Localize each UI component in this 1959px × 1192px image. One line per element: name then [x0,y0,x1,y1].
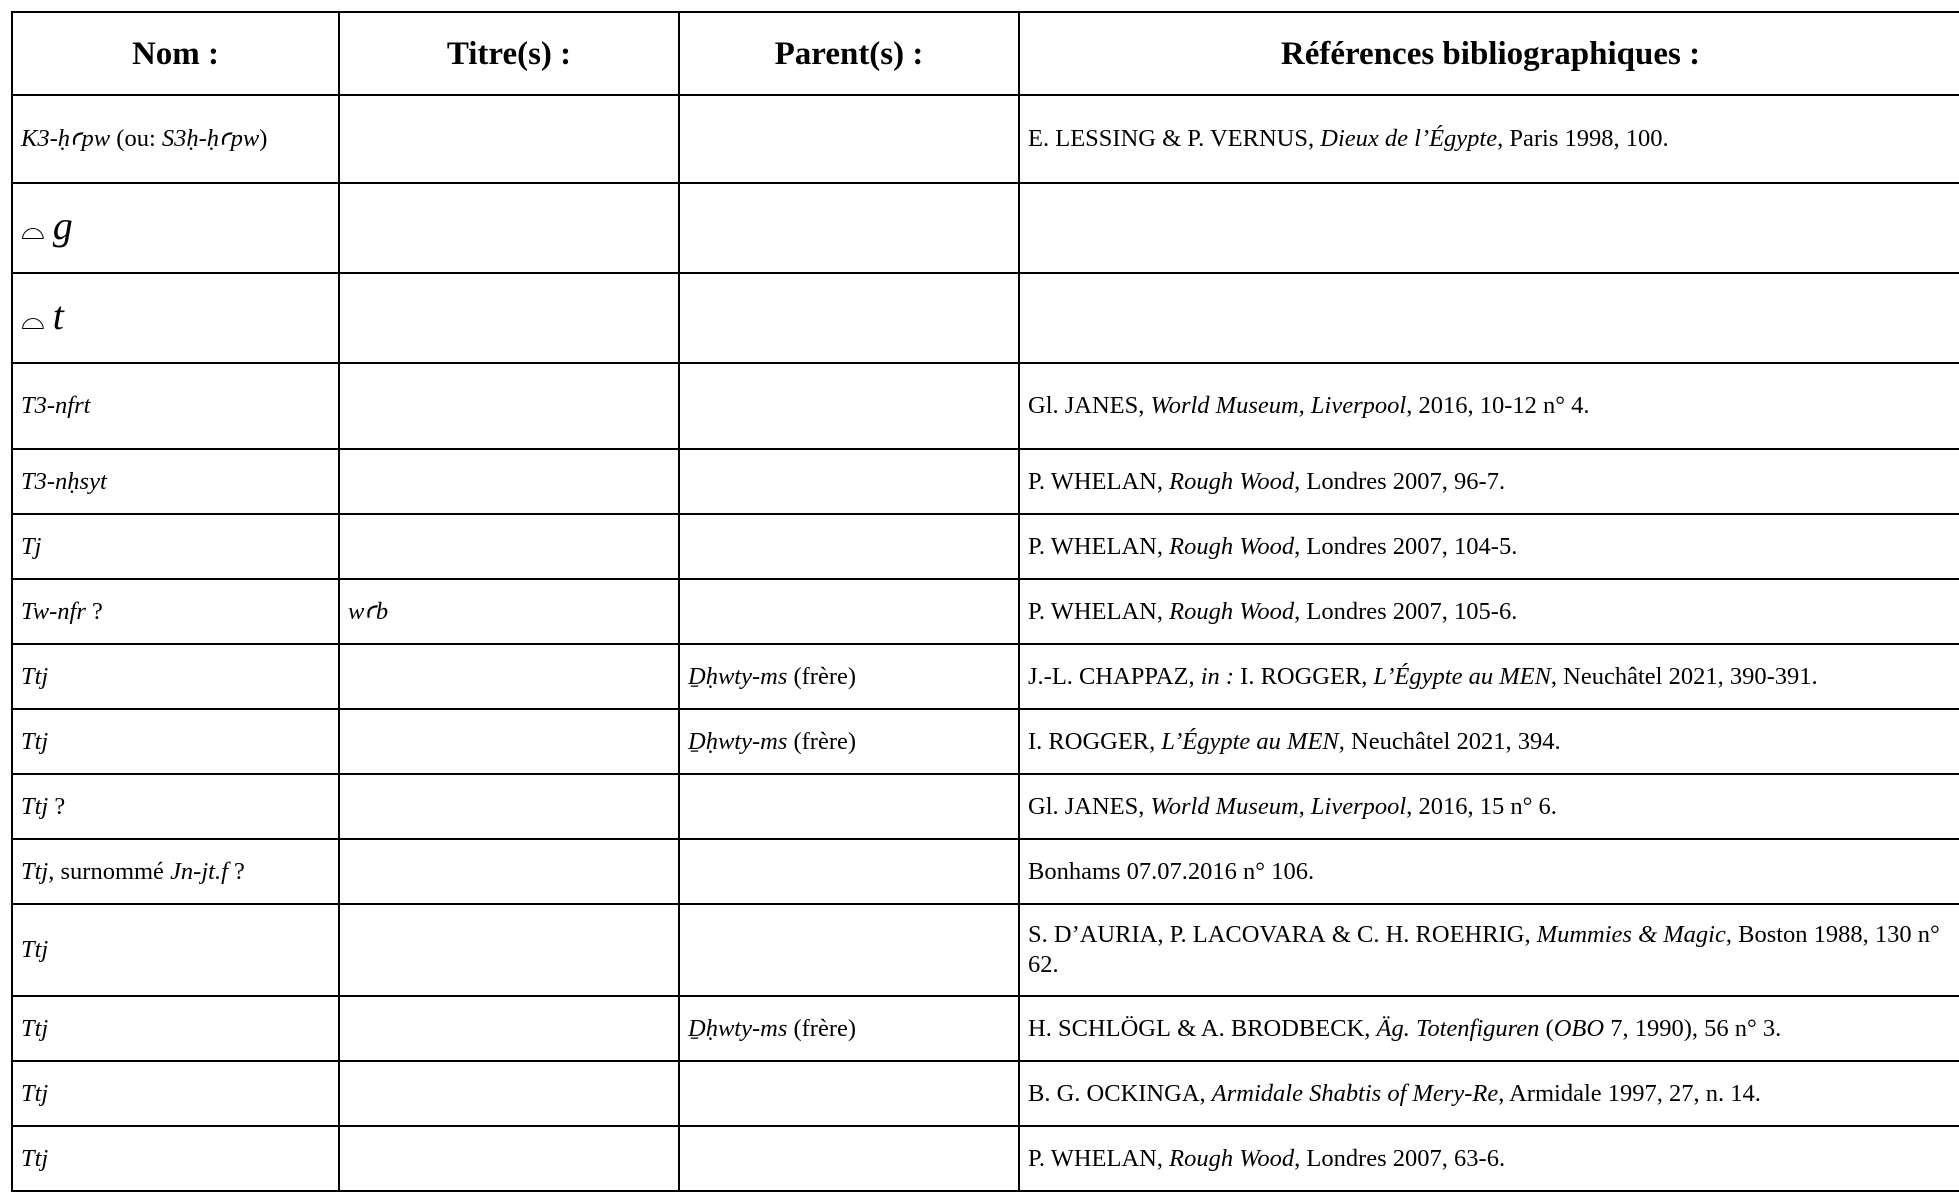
text-run: (ou: [110,125,162,152]
header-references: Références bibliographiques : [1019,12,1959,95]
text-run: HELAN [1073,467,1157,495]
cell-parents [679,449,1019,514]
header-parents: Parent(s) : [679,12,1019,95]
table-row [12,95,1959,183]
text-run: P. W [1028,532,1074,560]
cell-titres [339,95,679,183]
table-row [12,273,1959,363]
cell-titres [339,363,679,449]
text-run: , Neuchâtel 2021, 390-391. [1550,662,1818,690]
cell-nom [12,709,339,774]
text-run: Dieux de l’Égypte [1320,125,1498,152]
cell-references [1019,996,1959,1061]
cell-titres [339,514,679,579]
cell-references [1019,839,1959,904]
cell-nom [12,579,339,644]
text-run: , surnommé [48,857,171,885]
text-run: , 2016, 15 n° 6. [1406,792,1557,820]
text-run: H. S [1028,1014,1072,1042]
text-run: , [1361,662,1374,690]
header-nom: Nom : [12,12,339,95]
text-run: , [1149,727,1162,755]
cell-nom [12,363,339,449]
table-row [12,514,1959,579]
text-run: & C. H. R [1325,921,1432,948]
text-run: Ttj [21,857,49,885]
cell-references [1019,514,1959,579]
text-run: P. W [1028,597,1074,625]
cell-references [1019,1126,1959,1191]
header-titres: Titre(s) : [339,12,679,95]
text-run: T3-nḥsyt [21,467,107,495]
sign-v31-basket-with-handle-icon: ⌓ [21,212,45,246]
text-run: , Londres 2007, 96-7. [1294,467,1506,495]
catalogue-table-wrapper [11,11,1959,1192]
text-run: , Neuchâtel 2021, 394. [1338,727,1561,755]
text-run: Armidale Shabtis of Mery-Re [1211,1079,1499,1107]
text-run: ? [227,857,245,885]
text-run: ERNUS [1227,125,1308,152]
table-row [12,363,1959,449]
text-run: (frère) [787,1014,857,1042]
text-run: , 2016, 10-12 n° 4. [1406,392,1590,419]
cell-titres [339,273,679,363]
cell-nom [12,273,339,363]
text-run: in : [1200,662,1235,690]
text-run: , Armidale 1997, 27, n. 14. [1498,1079,1761,1107]
text-run: ( [1539,1014,1554,1042]
cell-parents [679,1126,1019,1191]
table-row [12,644,1959,709]
text-run: HAPPAZ [1095,662,1189,690]
text-run: , Londres 2007, 105-6. [1294,597,1518,625]
text-run: Ttj [21,662,49,690]
text-run: HELAN [1073,532,1157,560]
cell-references [1019,579,1959,644]
text-run: World Museum, Liverpool [1150,392,1407,419]
cell-titres [339,996,679,1061]
text-run: Ttj [21,936,49,963]
text-run: P. W [1028,1144,1074,1172]
text-run: , [1156,1144,1170,1172]
cell-nom [12,1126,339,1191]
cell-nom [12,774,339,839]
text-run: , [1524,921,1537,948]
table-row [12,839,1959,904]
cell-parents [679,273,1019,363]
text-run: Mummies & Magic [1536,921,1726,948]
text-run: OEHRIG [1431,921,1525,948]
text-run: OGGER [1276,662,1362,690]
text-run: K3-ḥꜥpw [21,125,111,152]
text-run: CKINGA [1104,1079,1200,1107]
text-run: , Londres 2007, 63-6. [1294,1144,1506,1172]
cell-titres [339,579,679,644]
cell-parents [679,839,1019,904]
cell-titres [339,644,679,709]
text-run: Rough Wood [1169,532,1295,560]
cell-references [1019,183,1959,273]
cell-titres [339,904,679,996]
text-run: Gl. J [1028,392,1075,419]
cell-parents [679,774,1019,839]
text-run: OGGER [1064,727,1150,755]
table-row [12,1061,1959,1126]
cell-nom [12,839,339,904]
cell-references [1019,273,1959,363]
text-run: J.-L. C [1028,662,1096,690]
text-run: World Museum, Liverpool [1150,792,1407,820]
text-run: Rough Wood [1169,467,1295,495]
cell-titres [339,1061,679,1126]
text-run: HELAN [1073,1144,1157,1172]
text-run: Ḏḥwty-ms [688,727,788,755]
text-run: T3-nfrt [21,392,91,419]
text-run: (frère) [787,662,857,690]
cell-parents [679,579,1019,644]
cell-parents [679,183,1019,273]
cell-titres [339,774,679,839]
table-row [12,996,1959,1061]
cell-nom [12,183,339,273]
cell-references [1019,363,1959,449]
table-row [12,449,1959,514]
cell-references [1019,1061,1959,1126]
text-run: Bonhams 07.07.2016 n° 106. [1028,857,1315,885]
text-run: ACOVARA [1207,921,1326,948]
cell-nom [12,996,339,1061]
text-run: S3ḥ-ḥꜥpw [161,125,260,152]
table-row [12,1126,1959,1191]
table-row [12,183,1959,273]
cell-nom [12,95,339,183]
text-run: Gl. J [1028,792,1075,820]
text-run: , P. L [1157,921,1208,948]
text-run: Tw-nfr [21,597,86,625]
cell-references [1019,95,1959,183]
table-body [12,95,1959,1191]
cell-parents [679,709,1019,774]
text-run: , [1156,532,1170,560]
text-run: Äg. Totenfiguren [1376,1014,1540,1042]
sign-x1-bread-loaf-icon: ⌓ [21,302,45,336]
table-row [12,904,1959,996]
cell-titres [339,709,679,774]
text-run: Ḏḥwty-ms [688,662,788,690]
text-run: , [1138,792,1151,820]
cell-parents [679,1061,1019,1126]
text-run: RODBECK [1247,1014,1365,1042]
text-run: L’Égypte au MEN [1161,727,1339,755]
text-run: Ḏḥwty-ms [688,1014,788,1042]
text-run: wꜥb [348,597,389,625]
text-run: ? [85,597,103,625]
text-run: Tj [21,532,42,560]
text-run: , [1199,1079,1212,1107]
text-run: ANES [1074,792,1139,820]
text-run: , [1308,125,1321,152]
text-run: , Boston 1988, 130 n° 62. [1028,921,1940,978]
text-run: L’Égypte au MEN [1373,662,1551,690]
cell-titres [339,183,679,273]
text-run: , Londres 2007, 104-5. [1294,532,1518,560]
cell-references [1019,774,1959,839]
table-row [12,579,1959,644]
cell-references [1019,644,1959,709]
cell-nom [12,644,339,709]
transliteration: t [52,293,64,339]
cell-references [1019,449,1959,514]
text-run: , [1156,467,1170,495]
text-run: ESSING [1070,125,1156,152]
text-run: Ttj [21,792,49,820]
cell-nom [12,449,339,514]
text-run: I. R [1028,727,1065,755]
cell-titres [339,449,679,514]
catalogue-table [11,11,1959,1192]
text-run: URIA [1097,921,1158,948]
text-run: Ttj [21,1079,49,1107]
text-run: HELAN [1073,597,1157,625]
cell-nom [12,1061,339,1126]
text-run: , [1138,392,1151,419]
cell-nom [12,904,339,996]
text-run: OBO [1553,1014,1605,1042]
text-run: Rough Wood [1169,1144,1295,1172]
cell-parents [679,363,1019,449]
text-run: E. L [1028,125,1071,152]
text-run: ) [259,125,268,152]
text-run: , Paris 1998, 100. [1497,125,1669,152]
table-row [12,774,1959,839]
text-run: ANES [1074,392,1139,419]
text-run: I. R [1234,662,1277,690]
text-run: CHLÖGL [1071,1014,1171,1042]
text-run: & P. V [1155,125,1228,152]
text-run: 7, 1990), 56 n° 3. [1604,1014,1782,1042]
cell-parents [679,514,1019,579]
text-run: , [1188,662,1201,690]
text-run: Ttj [21,727,49,755]
transliteration: g [52,203,73,249]
cell-parents [679,95,1019,183]
text-run: , [1364,1014,1377,1042]
table-header-row [12,12,1959,95]
cell-titres [339,1126,679,1191]
cell-titres [339,839,679,904]
text-run: Jn-jt.f [170,857,228,885]
text-run: S. D’A [1028,921,1098,948]
cell-parents [679,996,1019,1061]
cell-parents [679,904,1019,996]
text-run: Ttj [21,1014,49,1042]
text-run: P. W [1028,467,1074,495]
text-run: Rough Wood [1169,597,1295,625]
text-run: (frère) [787,727,857,755]
cell-references [1019,709,1959,774]
text-run: , [1156,597,1170,625]
cell-nom [12,514,339,579]
text-run: B. G. O [1028,1079,1105,1107]
table-row [12,709,1959,774]
cell-parents [679,644,1019,709]
text-run: & A. B [1170,1014,1248,1042]
cell-references [1019,904,1959,996]
text-run: Ttj [21,1144,49,1172]
text-run: ? [48,792,66,820]
